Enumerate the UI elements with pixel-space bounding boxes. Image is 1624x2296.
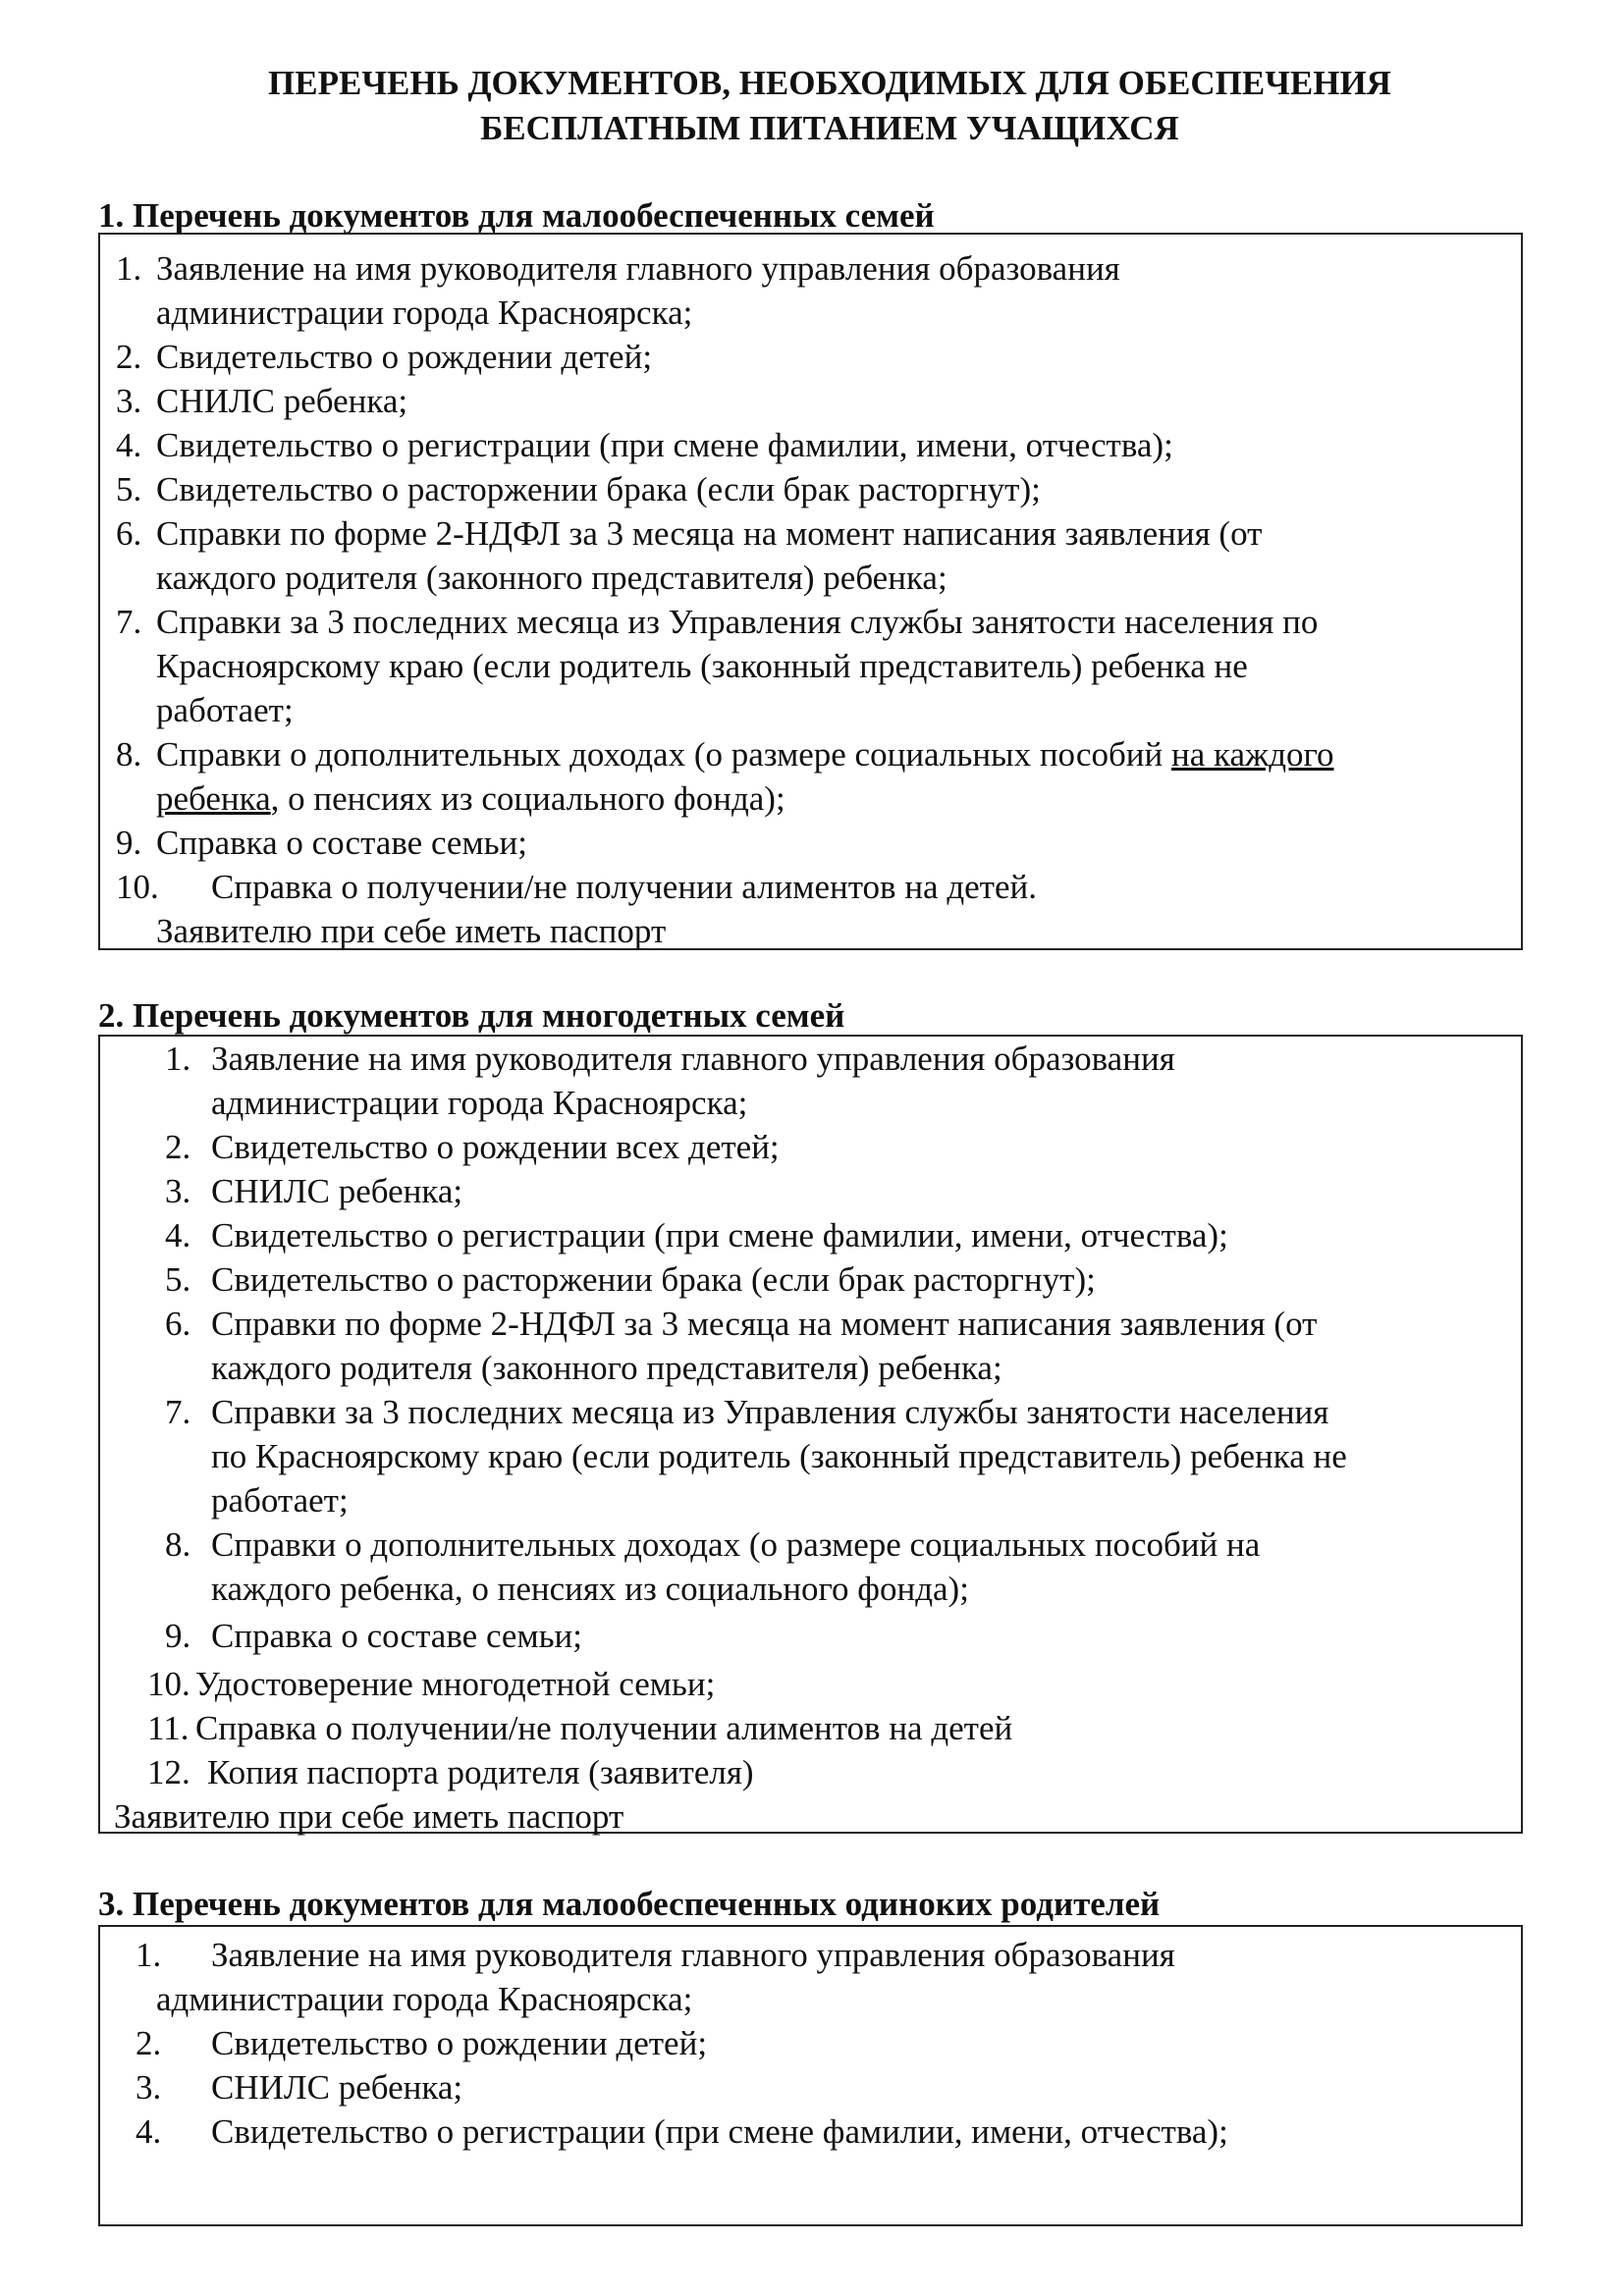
list-item: 6. Справки по форме 2-НДФЛ за 3 месяца на момент написания заявления (от [165,1305,1318,1343]
list-item-continuation: по Красноярскому краю (если родитель (законный представитель) ребенка не [211,1437,1347,1475]
list-item-continuation: каждого родителя (законного представителя) ребенка; [156,559,947,597]
section-2-list-box [98,1035,1523,1834]
section-2-heading: 2. Перечень документов для многодетных семей [98,996,845,1035]
passport-note: Заявителю при себе иметь паспорт [114,1797,624,1836]
list-item: 3. СНИЛС ребенка; [116,382,408,420]
list-item-continuation: ребенка, о пенсиях из социального фонда); [156,779,785,818]
list-item: 2. Свидетельство о рождении детей; [135,2024,708,2062]
passport-note: Заявителю при себе иметь паспорт [156,912,667,950]
list-item-continuation: работает; [156,691,294,729]
section-1-heading: 1. Перечень документов для малообеспеченных семей [98,196,935,235]
list-item: 11. Справка о получении/не получении алиментов на детей [147,1709,1013,1747]
list-item: 7. Справки за 3 последних месяца из Управления службы занятости населения [165,1393,1329,1431]
list-item: 6. Справки по форме 2-НДФЛ за 3 месяца на момент написания заявления (от [116,514,1263,553]
list-item: 5. Свидетельство о расторжении брака (если брак расторгнут); [165,1260,1096,1299]
list-item: 1. Заявление на имя руководителя главного управления образования [116,249,1120,288]
section-1-list-box [98,233,1523,950]
list-item: 5. Свидетельство о расторжении брака (если брак расторгнут); [116,470,1041,508]
list-item: 4. Свидетельство о регистрации (при смене фамилии, имени, отчества); [116,426,1173,464]
document-title-line-2: БЕСПЛАТНЫМ ПИТАНИЕМ УЧАЩИХСЯ [480,109,1179,147]
list-item: 3. СНИЛС ребенка; [135,2068,463,2107]
document-title-line-1: ПЕРЕЧЕНЬ ДОКУМЕНТОВ, НЕОБХОДИМЫХ ДЛЯ ОБЕСПЕЧЕНИЯ [268,64,1391,102]
list-item: 4. Свидетельство о регистрации (при смене фамилии, имени, отчества); [165,1216,1228,1255]
list-item-continuation: администрации города Красноярска; [211,1084,748,1122]
list-item: 4. Свидетельство о регистрации (при смене фамилии, имени, отчества); [135,2112,1228,2151]
list-item: 10. Удостоверение многодетной семьи; [147,1665,716,1703]
list-item: 3. СНИЛС ребенка; [165,1172,463,1210]
list-item-continuation: каждого ребенка, о пенсиях из социального фонда); [211,1570,969,1608]
list-item-continuation: администрации города Красноярска; [156,294,693,332]
list-item: 2. Свидетельство о рождении детей; [116,338,653,376]
list-item: 8. Справки о дополнительных доходах (о размере социальных пособий на каждого [116,735,1334,774]
list-item: 2. Свидетельство о рождении всех детей; [165,1128,780,1166]
list-item: 1. Заявление на имя руководителя главного управления образования [135,1936,1175,1974]
section-3-heading: 3. Перечень документов для малообеспеченных одиноких родителей [98,1885,1161,1923]
list-item-continuation: работает; [211,1481,349,1520]
list-item: 8. Справки о дополнительных доходах (о размере социальных пособий на [165,1525,1261,1564]
list-item-continuation: администрации города Красноярска; [156,1980,693,2018]
list-item-continuation: каждого родителя (законного представителя) ребенка; [211,1349,1002,1387]
document-title [118,61,1542,151]
list-item: 7. Справки за 3 последних месяца из Управления службы занятости населения по [116,603,1319,641]
list-item-continuation: Красноярскому краю (если родитель (законный представитель) ребенка не [156,647,1248,685]
list-item: 1. Заявление на имя руководителя главного управления образования [165,1040,1175,1078]
list-item: 9. Справка о составе семьи; [165,1617,583,1655]
section-3-list-box [98,1925,1523,2226]
list-item: 9. Справка о составе семьи; [116,824,528,862]
list-item: 12. Копия паспорта родителя (заявителя) [147,1753,754,1791]
list-item: 10. Справка о получении/не получении алиментов на детей. [116,868,1037,906]
